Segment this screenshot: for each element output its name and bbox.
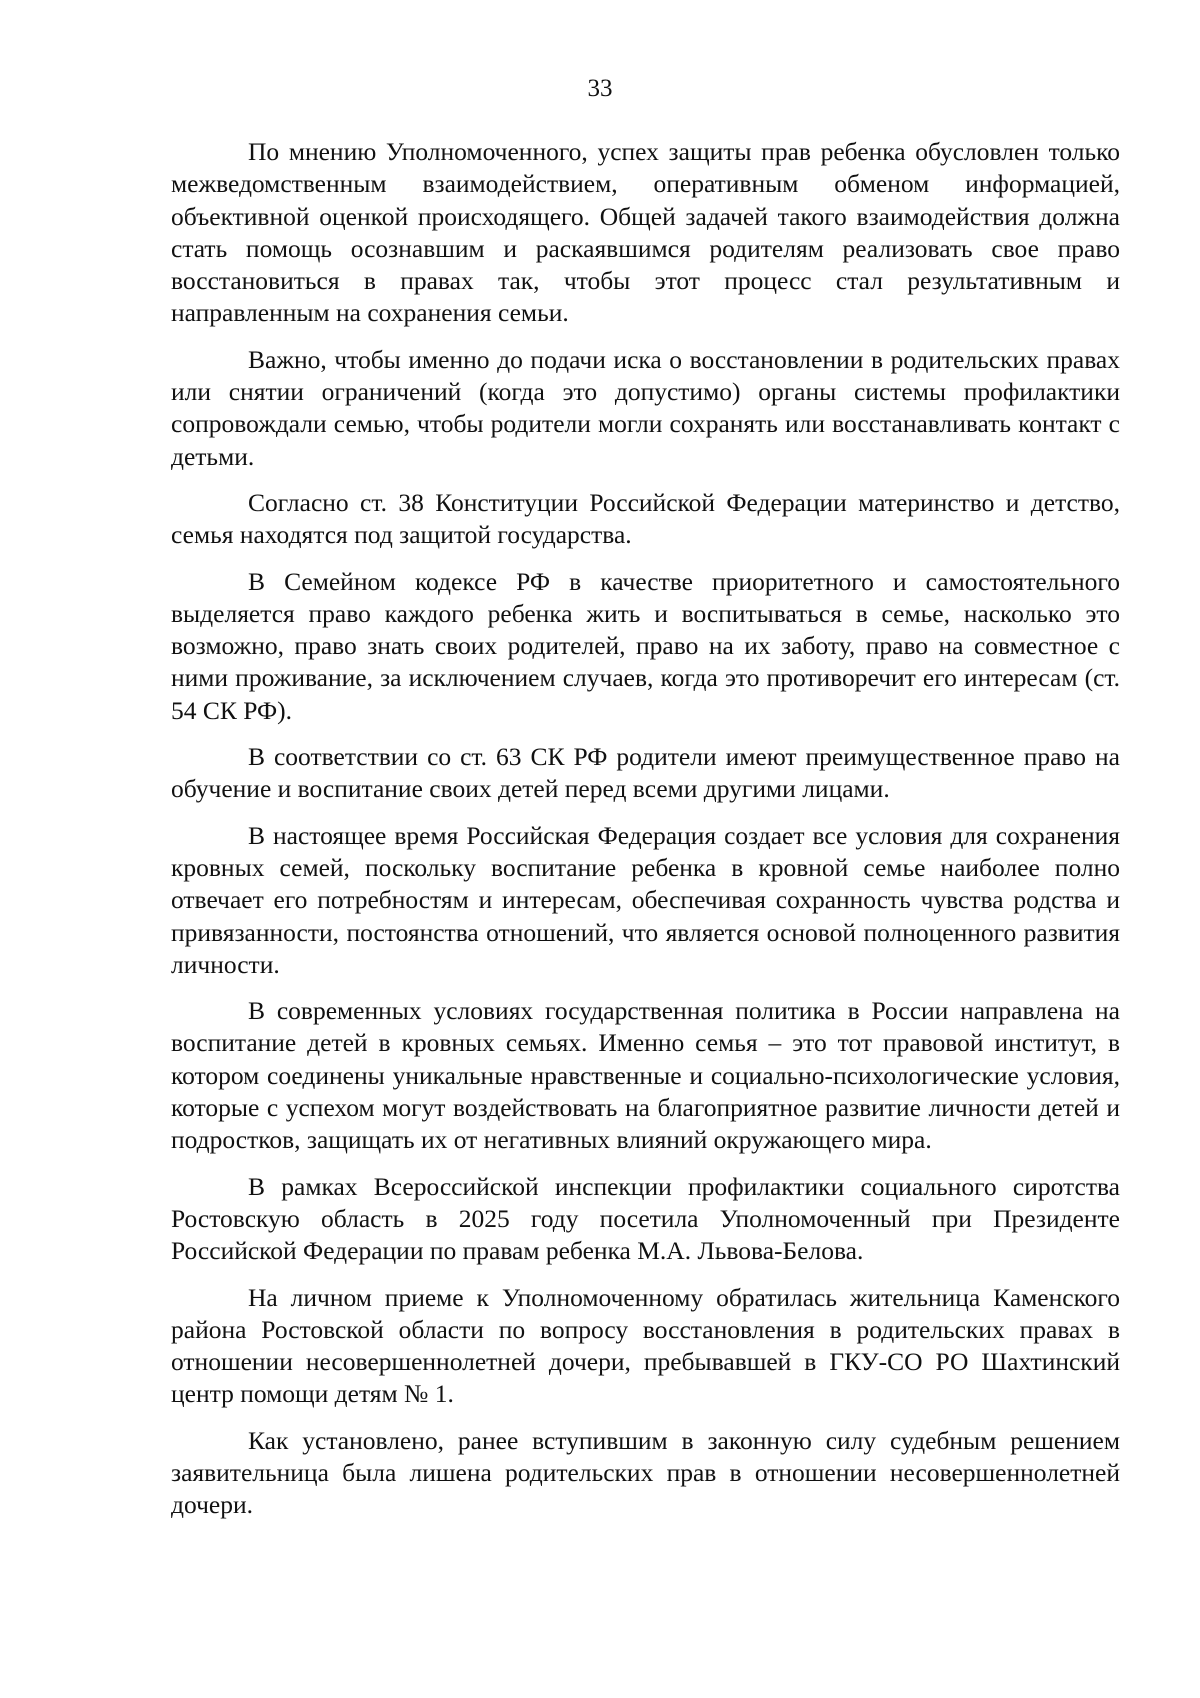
paragraph-2: Важно, чтобы именно до подачи иска о восстановлении в родительских правах или снятии ограничений (когда это допустимо) органы системы профилактики сопровождали семью, чтобы родители могли сохранять или восстанавливать контакт с детьми. [171,344,1120,471]
page-number: 33 [587,75,613,102]
document-body [171,136,1120,1536]
paragraph-7: В современных условиях государственная политика в России направлена на воспитание детей в кровных семьях. Именно семья – это тот правовой институт, в котором соединены уникальные нравственные и социально-психологические условия, которые с успехом могут воздействовать на благоприятное развитие личности детей и подростков, защищать их от негативных влияний окружающего мира. [171,996,1120,1155]
paragraph-1: По мнению Уполномоченного, успех защиты прав ребенка обусловлен только межведомственным взаимодействием, оперативным обменом информацией, объективной оценкой происходящего. Общей задачей такого взаимодействия должна стать помощь осознавшим и раскаявшимся родителям реализовать свое право восстановиться в правах так, чтобы этот процесс стал результативным и направленным на сохранения семьи. [171,137,1120,328]
paragraph-10: Как установлено, ранее вступившим в законную силу судебным решением заявительница была лишена родительских прав в отношении несовершеннолетней дочери. [171,1425,1120,1520]
paragraph-8: В рамках Всероссийской инспекции профилактики социального сиротства Ростовскую область в 2025 году посетила Уполномоченный при Президенте Российской Федерации по правам ребенка М.А. Львова-Белова. [171,1171,1120,1266]
paragraph-3: Согласно ст. 38 Конституции Российской Федерации материнство и детство, семья находятся под защитой государства. [171,487,1120,550]
paragraph-5: В соответствии со ст. 63 СК РФ родители имеют преимущественное право на обучение и воспитание своих детей перед всеми другими лицами. [171,742,1120,804]
paragraph-4: В Семейном кодексе РФ в качестве приоритетного и самостоятельного выделяется право каждого ребенка жить и воспитываться в семье, насколько это возможно, право знать своих родителей, право на их заботу, право на совместное с ними проживание, за исключением случаев, когда это противоречит его интересам (ст. 54 СК РФ). [171,566,1120,725]
paragraph-6: В настоящее время Российская Федерация создает все условия для сохранения кровных семей, поскольку воспитание ребенка в кровной семье наиболее полно отвечает его потребностям и интересам, обеспечивая сохранность чувства родства и привязанности, постоянства отношений, что является основой полноценного развития личности. [171,820,1120,979]
paragraph-9: На личном приеме к Уполномоченному обратилась жительница Каменского района Ростовской области по вопросу восстановления в родительских правах в отношении несовершеннолетней дочери, пребывавшей в ГКУ-СО РО Шахтинский центр помощи детям № 1. [171,1282,1120,1409]
